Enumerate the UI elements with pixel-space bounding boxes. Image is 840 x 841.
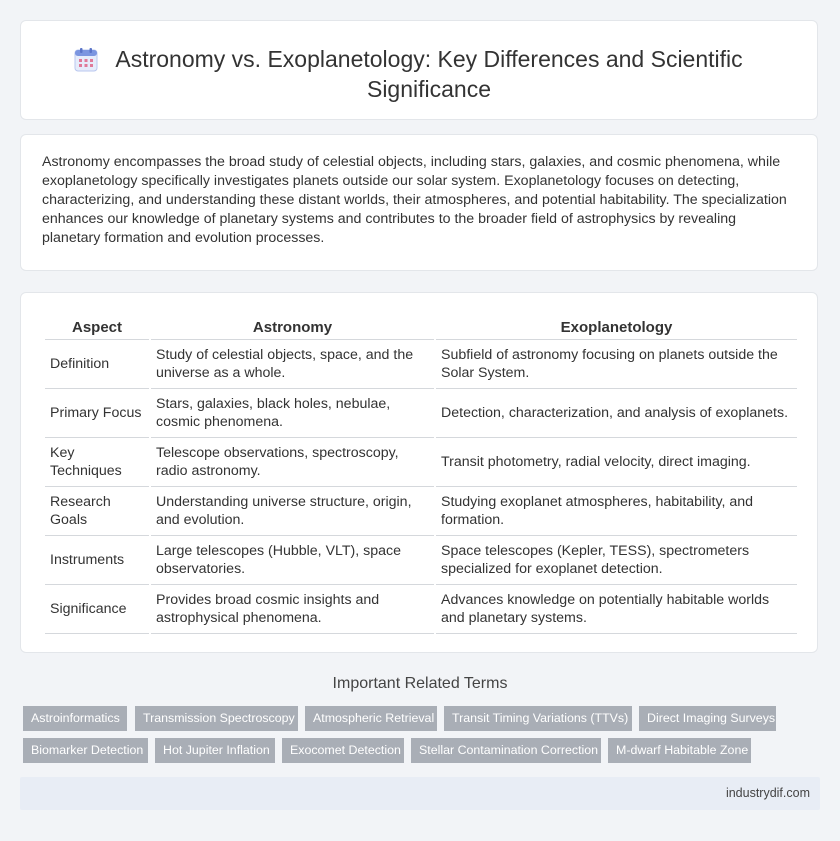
table-cell: Significance <box>45 585 149 634</box>
table-row <box>45 438 797 487</box>
table-cell: Subfield of astronomy focusing on planets outside the Solar System. <box>436 340 797 389</box>
header-aspect: Aspect <box>45 313 149 340</box>
comparison-table <box>43 313 799 634</box>
table-cell: Provides broad cosmic insights and astrophysical phenomena. <box>151 585 434 634</box>
comparison-card <box>20 292 818 653</box>
table-row <box>45 487 797 536</box>
table-cell: Stars, galaxies, black holes, nebulae, cosmic phenomena. <box>151 389 434 438</box>
related-tag[interactable]: Atmospheric Retrieval <box>305 706 437 731</box>
related-tag[interactable]: Transit Timing Variations (TTVs) <box>444 706 632 731</box>
table-cell: Key Techniques <box>45 438 149 487</box>
table-cell: Space telescopes (Kepler, TESS), spectrometers specialized for exoplanet detection. <box>436 536 797 585</box>
table-cell: Large telescopes (Hubble, VLT), space observatories. <box>151 536 434 585</box>
related-tag[interactable]: M-dwarf Habitable Zone <box>608 738 751 763</box>
related-tag[interactable]: Stellar Contamination Correction <box>411 738 601 763</box>
related-terms-title: Important Related Terms <box>332 675 508 692</box>
footer-site[interactable]: industrydif.com <box>725 786 810 800</box>
header-exoplanetology: Exoplanetology <box>436 313 797 340</box>
table-cell: Research Goals <box>45 487 149 536</box>
table-header-row <box>45 313 797 340</box>
table-cell: Detection, characterization, and analysis of exoplanets. <box>436 389 797 438</box>
table-row <box>45 585 797 634</box>
title-card <box>20 20 818 120</box>
table-cell: Studying exoplanet atmospheres, habitability, and formation. <box>436 487 797 536</box>
header-astronomy: Astronomy <box>151 313 434 340</box>
table-cell: Primary Focus <box>45 389 149 438</box>
intro-card <box>20 134 818 271</box>
footer <box>20 777 820 810</box>
table-cell: Transit photometry, radial velocity, direct imaging. <box>436 438 797 487</box>
related-tag[interactable]: Hot Jupiter Inflation <box>155 738 275 763</box>
table-cell: Definition <box>45 340 149 389</box>
table-cell: Study of celestial objects, space, and the universe as a whole. <box>151 340 434 389</box>
table-row <box>45 389 797 438</box>
intro-paragraph: Astronomy encompasses the broad study of celestial objects, including stars, galaxies, and cosmic phenomena, while exoplanetology specifically investigates planets outside our solar system. Exoplanetology focuses on detecting, characterizing, and understanding these distant worlds, their atmospheres, and potential habitability. The specialization enhances our knowledge of planetary systems and contributes to the broader field of astrophysics by revealing planetary formation and evolution processes. <box>42 154 787 246</box>
table-cell: Advances knowledge on potentially habitable worlds and planetary systems. <box>436 585 797 634</box>
related-tag[interactable]: Biomarker Detection <box>23 738 148 763</box>
related-tag[interactable]: Exocomet Detection <box>282 738 404 763</box>
table-row <box>45 340 797 389</box>
page-title: Astronomy vs. Exoplanetology: Key Differences and Scientific Significance <box>115 46 743 102</box>
table-cell: Understanding universe structure, origin, and evolution. <box>151 487 434 536</box>
related-tag[interactable]: Astroinformatics <box>23 706 127 731</box>
table-cell: Telescope observations, spectroscopy, radio astronomy. <box>151 438 434 487</box>
table-cell: Instruments <box>45 536 149 585</box>
table-row <box>45 536 797 585</box>
related-tag[interactable]: Transmission Spectroscopy <box>135 706 298 731</box>
related-tag[interactable]: Direct Imaging Surveys <box>639 706 776 731</box>
